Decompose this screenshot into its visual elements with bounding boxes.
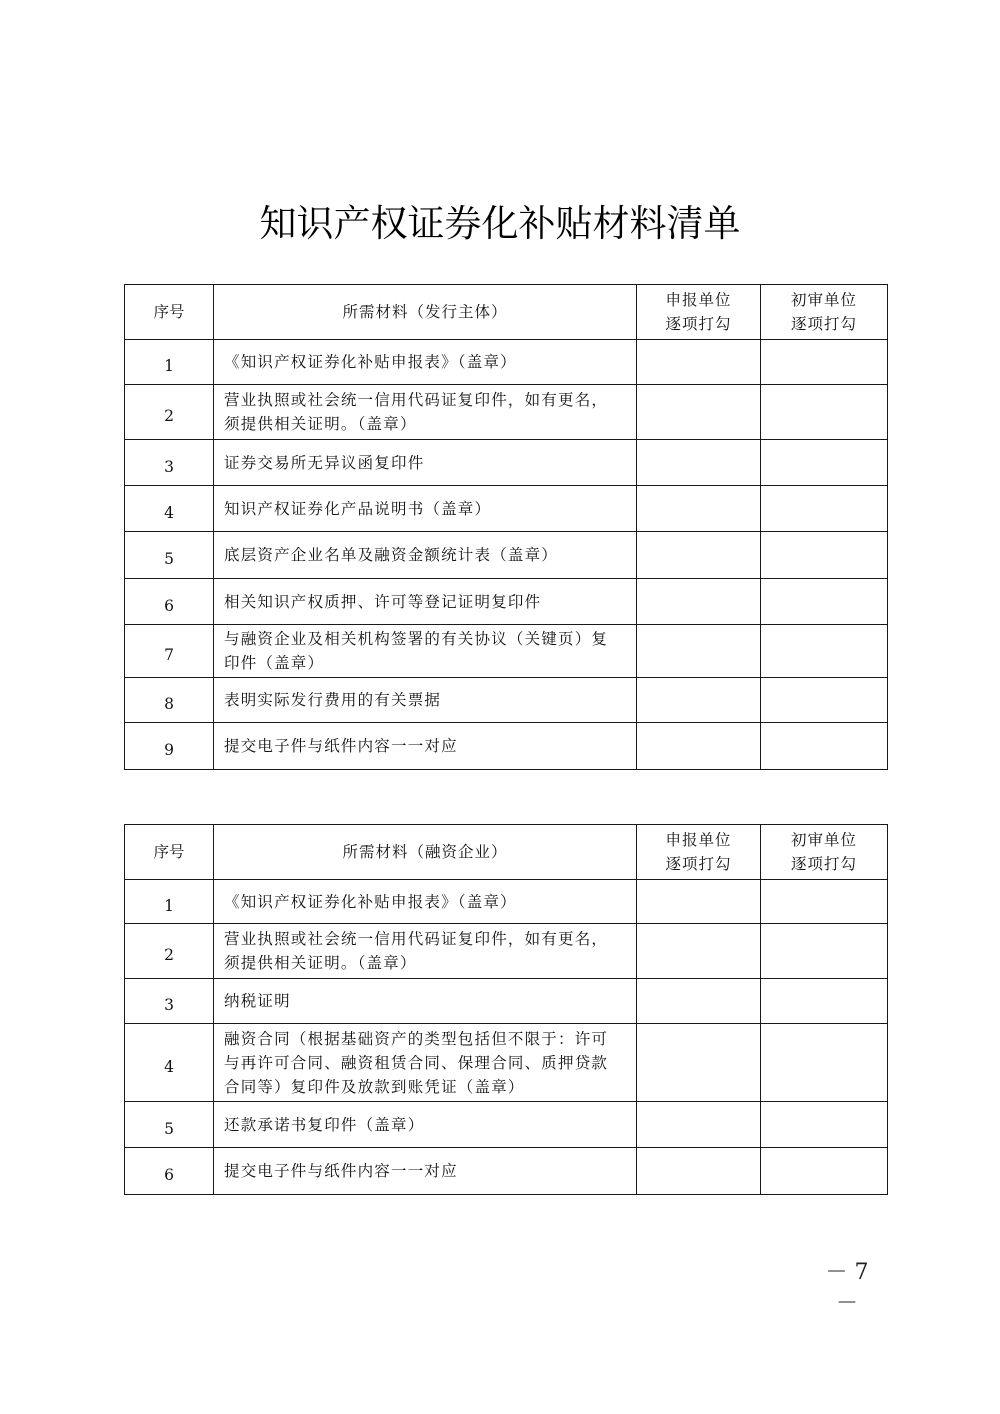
header-report-line1: 申报单位: [665, 291, 732, 309]
report-check-cell[interactable]: [637, 440, 761, 486]
header-report-line2: 逐项打勾: [665, 855, 732, 873]
table-row: [125, 1148, 888, 1195]
row-seq: 5: [125, 1102, 214, 1148]
header-report-check: [637, 285, 761, 340]
header-seq: 序号: [125, 285, 214, 340]
review-check-cell[interactable]: [761, 532, 888, 579]
row-seq: 9: [125, 723, 214, 770]
report-check-cell[interactable]: [637, 979, 761, 1024]
table-row: [125, 440, 888, 486]
review-check-cell[interactable]: [761, 1024, 888, 1102]
row-seq: 1: [125, 880, 214, 924]
row-material: 纳税证明: [214, 979, 637, 1024]
header-review-line1: 初审单位: [790, 291, 857, 309]
report-check-cell[interactable]: [637, 880, 761, 924]
report-check-cell[interactable]: [637, 924, 761, 979]
header-report-line1: 申报单位: [665, 831, 732, 849]
row-material: 《知识产权证券化补贴申报表》（盖章）: [214, 340, 637, 385]
header-review-line2: 逐项打勾: [790, 315, 857, 333]
row-material: 融资合同（根据基础资产的类型包括但不限于：许可 与再许可合同、融资租赁合同、保理合同、质押贷款 合同等）复印件及放款到账凭证（盖章）: [214, 1024, 637, 1102]
table-row: [125, 486, 888, 532]
table-row: [125, 625, 888, 678]
report-check-cell[interactable]: [637, 579, 761, 625]
report-check-cell[interactable]: [637, 385, 761, 440]
row-seq: 5: [125, 532, 214, 579]
row-seq: 2: [125, 385, 214, 440]
review-check-cell[interactable]: [761, 880, 888, 924]
header-material: 所需材料（发行主体）: [214, 285, 637, 340]
table-header-row: [125, 285, 888, 340]
row-seq: 1: [125, 340, 214, 385]
issuer-materials-table: [124, 284, 888, 770]
table-row: [125, 1102, 888, 1148]
row-material: 与融资企业及相关机构签署的有关协议（关键页）复 印件（盖章）: [214, 625, 637, 678]
table-header-row: [125, 825, 888, 880]
review-check-cell[interactable]: [761, 579, 888, 625]
row-seq: 3: [125, 979, 214, 1024]
table-row: [125, 385, 888, 440]
header-seq: 序号: [125, 825, 214, 880]
table-row: [125, 723, 888, 770]
table-row: [125, 532, 888, 579]
review-check-cell[interactable]: [761, 486, 888, 532]
row-material: 提交电子件与纸件内容一一对应: [214, 723, 637, 770]
page-number: － 7 －: [825, 1260, 869, 1316]
row-seq: 4: [125, 486, 214, 532]
review-check-cell[interactable]: [761, 678, 888, 723]
row-material: 营业执照或社会统一信用代码证复印件，如有更名， 须提供相关证明。（盖章）: [214, 385, 637, 440]
header-material: 所需材料（融资企业）: [214, 825, 637, 880]
review-check-cell[interactable]: [761, 723, 888, 770]
row-material: 证券交易所无异议函复印件: [214, 440, 637, 486]
row-seq: 2: [125, 924, 214, 979]
report-check-cell[interactable]: [637, 678, 761, 723]
table-row: [125, 678, 888, 723]
row-seq: 8: [125, 678, 214, 723]
table-row: [125, 579, 888, 625]
header-review-line1: 初审单位: [790, 831, 857, 849]
row-material: 表明实际发行费用的有关票据: [214, 678, 637, 723]
header-report-line2: 逐项打勾: [665, 315, 732, 333]
table-row: [125, 1024, 888, 1102]
report-check-cell[interactable]: [637, 486, 761, 532]
table-row: [125, 340, 888, 385]
review-check-cell[interactable]: [761, 385, 888, 440]
enterprise-materials-table: [124, 824, 888, 1195]
review-check-cell[interactable]: [761, 625, 888, 678]
row-seq: 6: [125, 579, 214, 625]
table-row: [125, 880, 888, 924]
report-check-cell[interactable]: [637, 625, 761, 678]
review-check-cell[interactable]: [761, 924, 888, 979]
review-check-cell[interactable]: [761, 1102, 888, 1148]
row-seq: 3: [125, 440, 214, 486]
report-check-cell[interactable]: [637, 1148, 761, 1195]
report-check-cell[interactable]: [637, 532, 761, 579]
review-check-cell[interactable]: [761, 340, 888, 385]
report-check-cell[interactable]: [637, 1024, 761, 1102]
row-material: 《知识产权证券化补贴申报表》（盖章）: [214, 880, 637, 924]
report-check-cell[interactable]: [637, 1102, 761, 1148]
row-material: 还款承诺书复印件（盖章）: [214, 1102, 637, 1148]
row-material: 提交电子件与纸件内容一一对应: [214, 1148, 637, 1195]
row-material: 知识产权证券化产品说明书（盖章）: [214, 486, 637, 532]
review-check-cell[interactable]: [761, 1148, 888, 1195]
review-check-cell[interactable]: [761, 979, 888, 1024]
table-row: [125, 979, 888, 1024]
review-check-cell[interactable]: [761, 440, 888, 486]
row-seq: 4: [125, 1024, 214, 1102]
row-material: 营业执照或社会统一信用代码证复印件，如有更名， 须提供相关证明。（盖章）: [214, 924, 637, 979]
header-review-check: [761, 285, 888, 340]
row-material: 底层资产企业名单及融资金额统计表（盖章）: [214, 532, 637, 579]
header-review-check: [761, 825, 888, 880]
header-review-line2: 逐项打勾: [790, 855, 857, 873]
report-check-cell[interactable]: [637, 340, 761, 385]
table-row: [125, 924, 888, 979]
report-check-cell[interactable]: [637, 723, 761, 770]
header-report-check: [637, 825, 761, 880]
row-seq: 6: [125, 1148, 214, 1195]
row-seq: 7: [125, 625, 214, 678]
row-material: 相关知识产权质押、许可等登记证明复印件: [214, 579, 637, 625]
document-title: 知识产权证券化补贴材料清单: [259, 202, 741, 245]
